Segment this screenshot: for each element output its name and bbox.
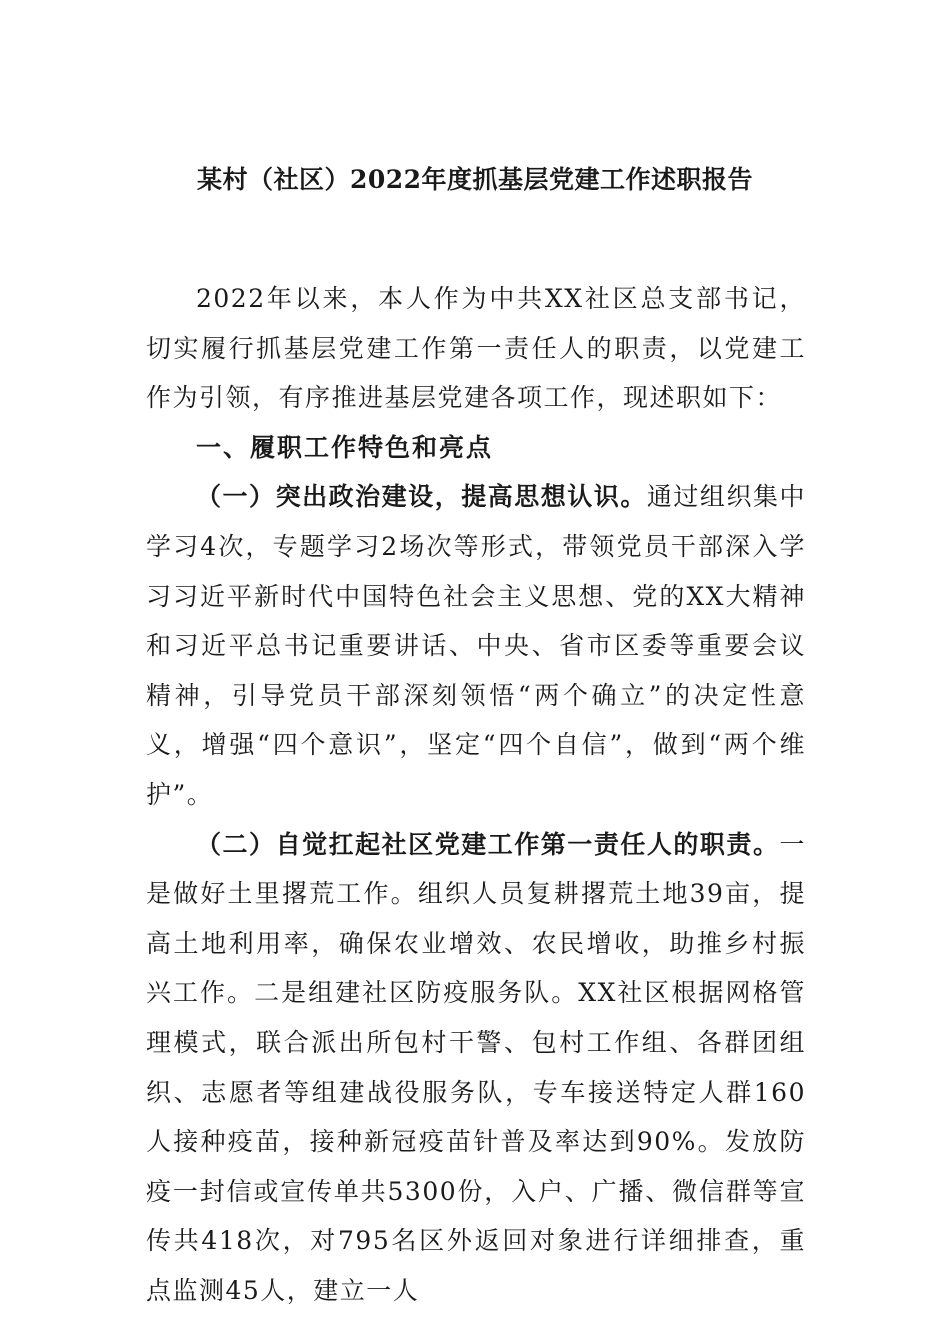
item-2-lead: （二）自觉扛起社区党建工作第一责任人的职责。 (196, 829, 780, 859)
item-1-paragraph (146, 472, 806, 819)
item-2-paragraph (146, 820, 806, 1316)
intro-paragraph: 2022年以来，本人作为中共XX社区总支部书记，切实履行抓基层党建工作第一责任人的职责，以党建工作为引领，有序推进基层党建各项工作，现述职如下： (146, 284, 806, 413)
item-1-lead: （一）突出政治建设，提高思想认识。 (196, 482, 647, 512)
document-title: 某村（社区）2022年度抓基层党建工作述职报告 (196, 165, 754, 194)
item-1-body: 通过组织集中学习4次，专题学习2场次等形式，带领党员干部深入学习习近平新时代中国特色社会主义思想、党的XX大精神和习近平总书记重要讲话、中央、省市区委等重要会议精神，引导党员干部深刻领悟“两个确立”的决定性意义，增强“四个意识”，坚定“四个自信”，做到“两个维护”。 (146, 482, 806, 809)
section-heading: 一、履职工作特色和亮点 (196, 432, 494, 462)
item-2-body: 一是做好土里撂荒工作。组织人员复耕撂荒土地39亩，提高土地利用率，确保农业增效、农民增收，助推乡村振兴工作。二是组建社区防疫服务队。XX社区根据网格管理模式，联合派出所包村干警、包村工作组、各群团组织、志愿者等组建战役服务队，专车接送特定人群160人接种疫苗，接种新冠疫苗针普及率达到90%。发放防疫一封信或宣传单共5300份，入户、广播、微信群等宣传共418次，对795名区外返回对象进行详细排查，重点监测45人，建立一人 (146, 829, 806, 1305)
document-body (146, 274, 806, 1315)
